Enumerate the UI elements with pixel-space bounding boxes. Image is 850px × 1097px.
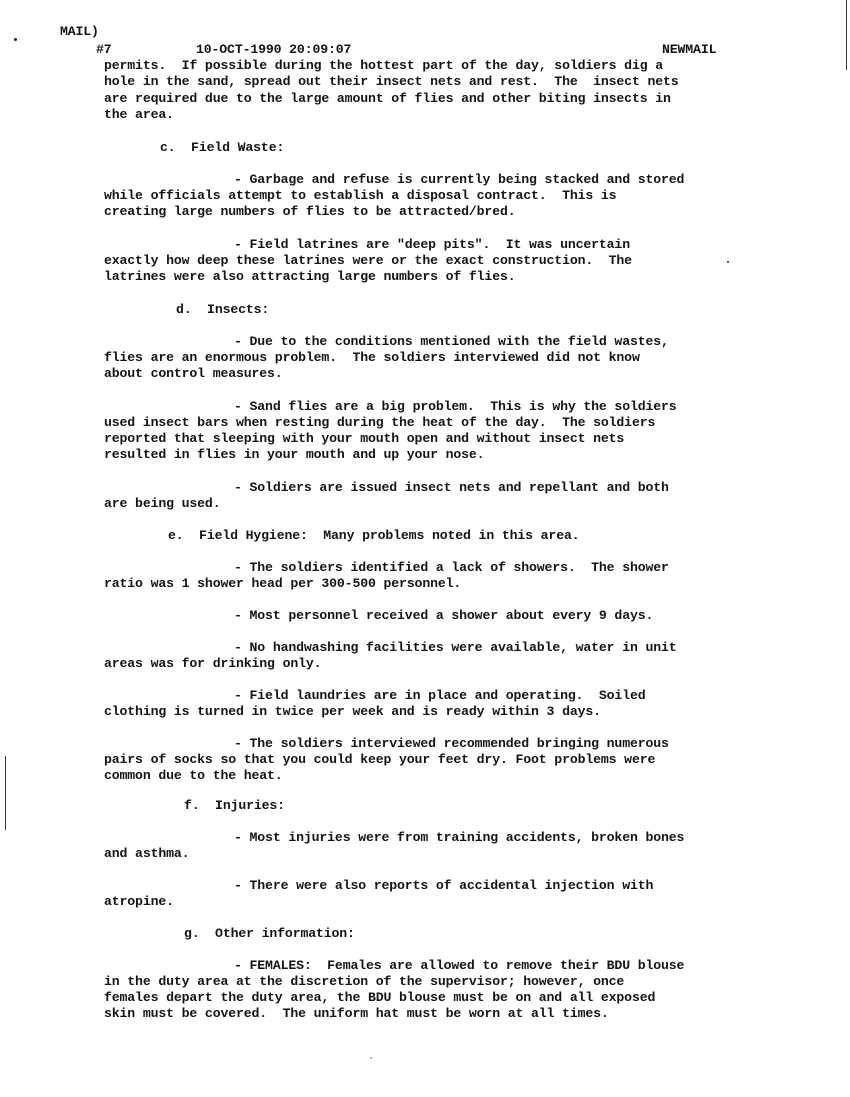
body-line: are required due to the large amount of flies and other biting insects in xyxy=(104,91,671,106)
body-line: - Most injuries were from training accidents, broken bones xyxy=(234,830,685,845)
body-line: latrines were also attracting large numbers of flies. xyxy=(104,269,516,284)
mail-label: MAIL) xyxy=(60,24,99,39)
body-line: clothing is turned in twice per week and is ready within 3 days. xyxy=(104,704,601,719)
body-line: - Sand flies are a big problem. This is why the soldiers xyxy=(234,399,677,414)
section-heading: g. Other information: xyxy=(184,926,355,941)
body-line: common due to the heat. xyxy=(104,768,283,783)
body-line: - Most personnel received a shower about every 9 days. xyxy=(234,608,654,623)
body-line: reported that sleeping with your mouth open and without insect nets xyxy=(104,431,625,446)
speck xyxy=(370,1057,372,1059)
body-line: - There were also reports of accidental injection with xyxy=(234,878,654,893)
body-line: - Field latrines are "deep pits". It was uncertain xyxy=(234,237,630,252)
body-line: atropine. xyxy=(104,894,174,909)
body-line: areas was for drinking only. xyxy=(104,656,322,671)
body-line: resulted in flies in your mouth and up your nose. xyxy=(104,447,485,462)
body-line: the area. xyxy=(104,107,174,122)
body-line: - Field laundries are in place and operating. Soiled xyxy=(234,688,646,703)
body-line: - The soldiers identified a lack of showers. The shower xyxy=(234,560,669,575)
body-line: - Soldiers are issued insect nets and repellant and both xyxy=(234,480,669,495)
body-line: are being used. xyxy=(104,496,221,511)
left-margin-mark xyxy=(5,756,6,830)
body-line: - FEMALES: Females are allowed to remove their BDU blouse xyxy=(234,958,685,973)
folder-name: NEWMAIL xyxy=(662,42,717,57)
body-line: - Due to the conditions mentioned with the field wastes, xyxy=(234,334,669,349)
speck xyxy=(727,261,729,263)
body-line: used insect bars when resting during the heat of the day. The soldiers xyxy=(104,415,656,430)
body-line: - The soldiers interviewed recommended bringing numerous xyxy=(234,736,669,751)
section-heading: d. Insects: xyxy=(176,302,270,317)
body-line: creating large numbers of flies to be attracted/bred. xyxy=(104,204,516,219)
message-datetime: 10-OCT-1990 20:09:07 xyxy=(196,42,352,57)
body-line: skin must be covered. The uniform hat must be worn at all times. xyxy=(104,1006,609,1021)
body-line: and asthma. xyxy=(104,846,190,861)
body-line: ratio was 1 shower head per 300-500 personnel. xyxy=(104,576,462,591)
body-line: about control measures. xyxy=(104,366,283,381)
body-line: pairs of socks so that you could keep your feet dry. Foot problems were xyxy=(104,752,656,767)
body-line: exactly how deep these latrines were or the exact construction. The xyxy=(104,253,632,268)
section-heading: f. Injuries: xyxy=(184,798,285,813)
body-line: permits. If possible during the hottest part of the day, soldiers dig a xyxy=(104,58,663,73)
message-number: #7 xyxy=(96,42,112,57)
section-heading: e. Field Hygiene: Many problems noted in this area. xyxy=(168,528,580,543)
section-heading: c. Field Waste: xyxy=(160,140,285,155)
body-line: - No handwashing facilities were available, water in unit xyxy=(234,640,677,655)
margin-dot xyxy=(14,38,17,41)
body-line: females depart the duty area, the BDU blouse must be on and all exposed xyxy=(104,990,656,1005)
body-line: in the duty area at the discretion of the supervisor; however, once xyxy=(104,974,625,989)
right-margin-mark xyxy=(846,0,847,70)
body-line: while officials attempt to establish a disposal contract. This is xyxy=(104,188,617,203)
body-line: - Garbage and refuse is currently being stacked and stored xyxy=(234,172,685,187)
body-line: hole in the sand, spread out their insect nets and rest. The insect nets xyxy=(104,74,679,89)
body-line: flies are an enormous problem. The soldiers interviewed did not know xyxy=(104,350,640,365)
